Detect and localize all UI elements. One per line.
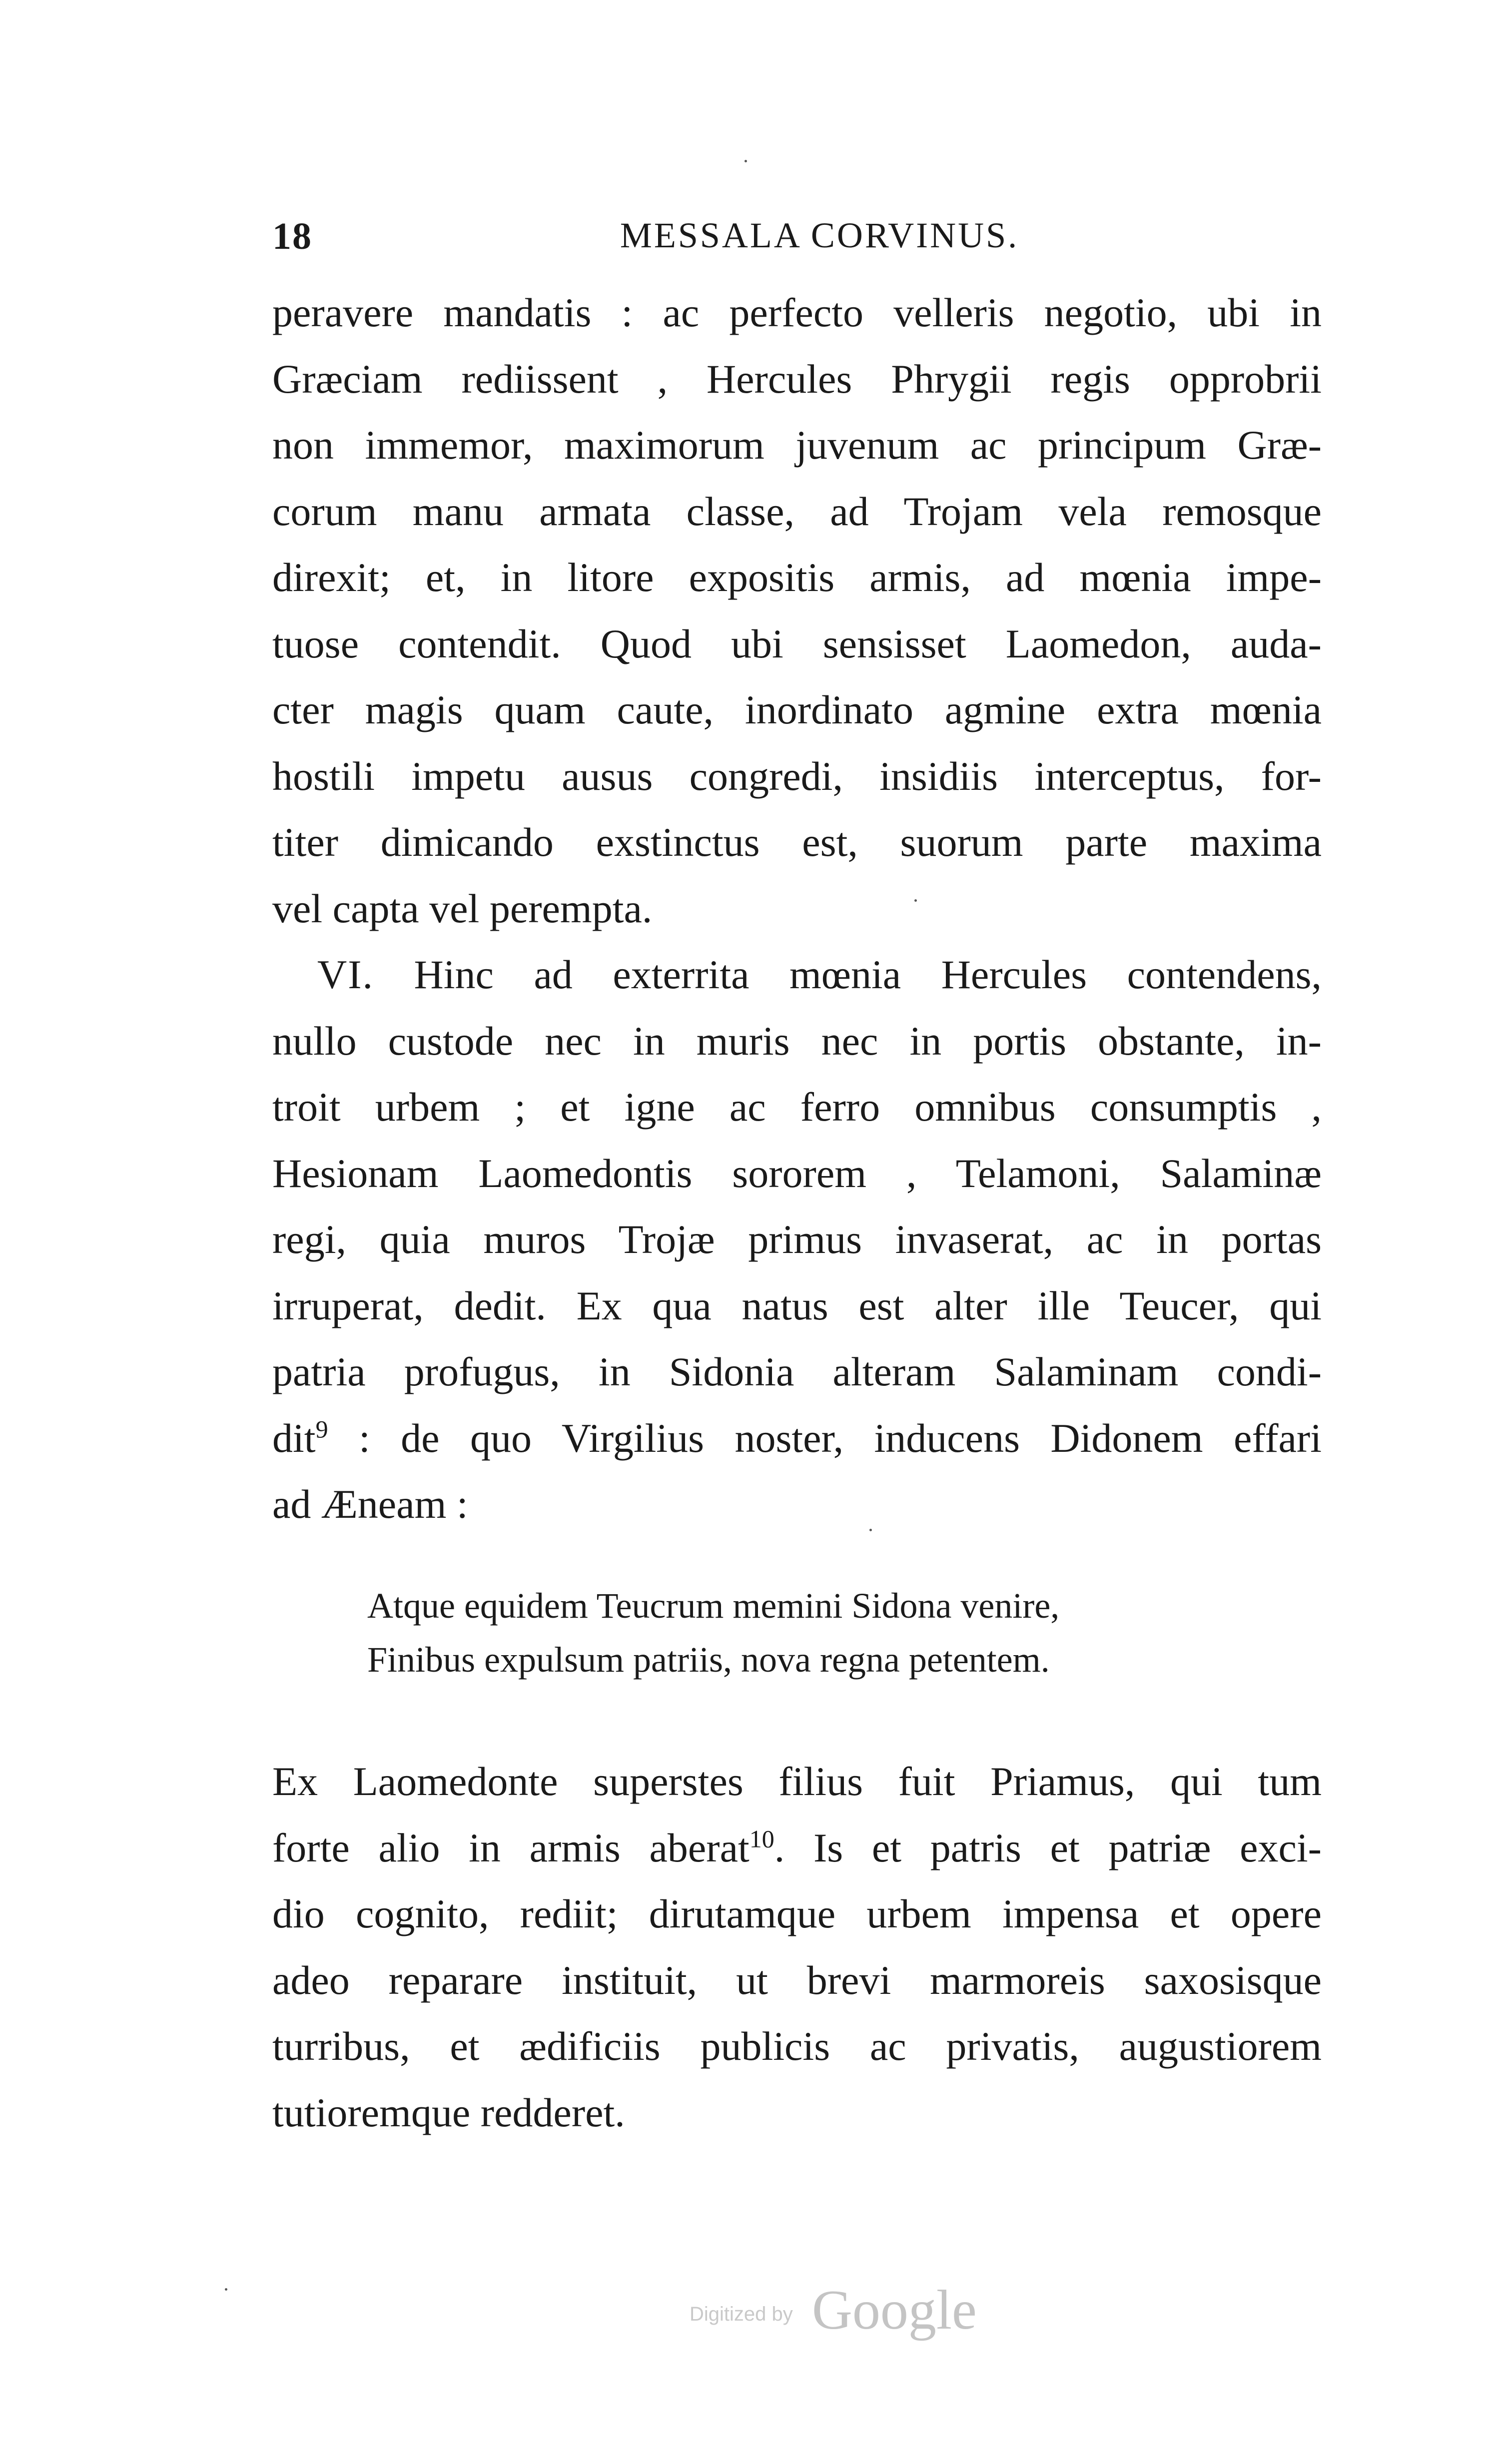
section-number: VI. <box>317 952 374 997</box>
text-line: nullo custode nec in muris nec in portis obstante, in- <box>272 1018 1322 1064</box>
text-line: irruperat, dedit. Ex qua natus est alter ille Teucer, qui <box>272 1282 1322 1328</box>
scan-speck <box>869 1529 872 1531</box>
text-line: corum manu armata classe, ad Trojam vela remosque <box>272 488 1322 534</box>
text-line: titer dimicando exstinctus est, suorum parte maxima <box>272 819 1322 865</box>
text-line: cter magis quam caute, inordinato agmine extra mœnia <box>272 687 1322 732</box>
text-line <box>272 942 1322 1008</box>
text-line: turribus, et ædificiis publicis ac privatis, augustiorem <box>272 2023 1322 2069</box>
verse-line: Finibus expulsum patriis, nova regna petentem. <box>367 1640 1050 1680</box>
text-line: Ex Laomedonte superstes filius fuit Priamus, qui tum <box>272 1759 1322 1804</box>
paragraph-1 <box>272 280 1322 942</box>
page-number: 18 <box>272 215 312 257</box>
footnote-ref-9: 9 <box>315 1415 328 1443</box>
text-line: tutioremque redderet. <box>272 2089 625 2135</box>
text-fragment: dit <box>272 1415 316 1461</box>
page-header <box>272 215 1322 265</box>
text-line: tuose contendit. Quod ubi sensisset Laomedon, auda- <box>272 620 1322 666</box>
verse-line: Atque equidem Teucrum memini Sidona venire, <box>367 1586 1060 1626</box>
text-line: Hesionam Laomedontis sororem , Telamoni, Salaminæ <box>272 1150 1322 1196</box>
text-line: troit urbem ; et igne ac ferro omnibus consumptis , <box>272 1084 1322 1130</box>
text-fragment: : de quo Virgilius noster, inducens Didonem effari <box>328 1415 1322 1461</box>
paragraph-2 <box>272 942 1322 1538</box>
scan-speck <box>225 2288 227 2291</box>
verse-quotation <box>367 1579 1217 1687</box>
text-line <box>272 1405 1322 1472</box>
text-line: Græciam rediissent , Hercules Phrygii regis opprobrii <box>272 356 1322 402</box>
text-line: adeo reparare instituit, ut brevi marmoreis saxosisque <box>272 1957 1322 2003</box>
text-line <box>272 1815 1322 1881</box>
text-line: direxit; et, in litore expositis armis, ad mœnia impe- <box>272 555 1322 600</box>
text-line: regi, quia muros Trojæ primus invaserat, ac in portas <box>272 1217 1322 1262</box>
paragraph-3 <box>272 1749 1322 2146</box>
running-title: MESSALA CORVINUS. <box>620 215 1019 255</box>
text-fragment: forte alio in armis aberat <box>272 1825 749 1870</box>
text-line: peravere mandatis : ac perfecto velleris negotio, ubi in <box>272 290 1322 335</box>
scan-speck <box>744 160 747 162</box>
text-line: vel capta vel perempta. <box>272 885 653 931</box>
watermark-prefix: Digitized by <box>690 2303 793 2325</box>
scan-speck <box>914 899 917 902</box>
footnote-ref-10: 10 <box>749 1825 774 1853</box>
text-line: hostili impetu ausus congredi, insidiis interceptus, for- <box>272 753 1322 799</box>
text-line: non immemor, maximorum juvenum ac principum Græ- <box>272 422 1322 468</box>
text-fragment: . Is et patris et patriæ exci- <box>774 1825 1322 1870</box>
google-logo: Google <box>812 2279 977 2341</box>
text-line: patria profugus, in Sidonia alteram Salaminam condi- <box>272 1349 1322 1394</box>
text-line: ad Æneam : <box>272 1481 468 1527</box>
text-line: dio cognito, rediit; dirutamque urbem impensa et opere <box>272 1891 1322 1936</box>
text-line-rest: Hinc ad exterrita mœnia Hercules contendens, <box>414 952 1322 997</box>
digitized-watermark <box>690 2278 1039 2341</box>
